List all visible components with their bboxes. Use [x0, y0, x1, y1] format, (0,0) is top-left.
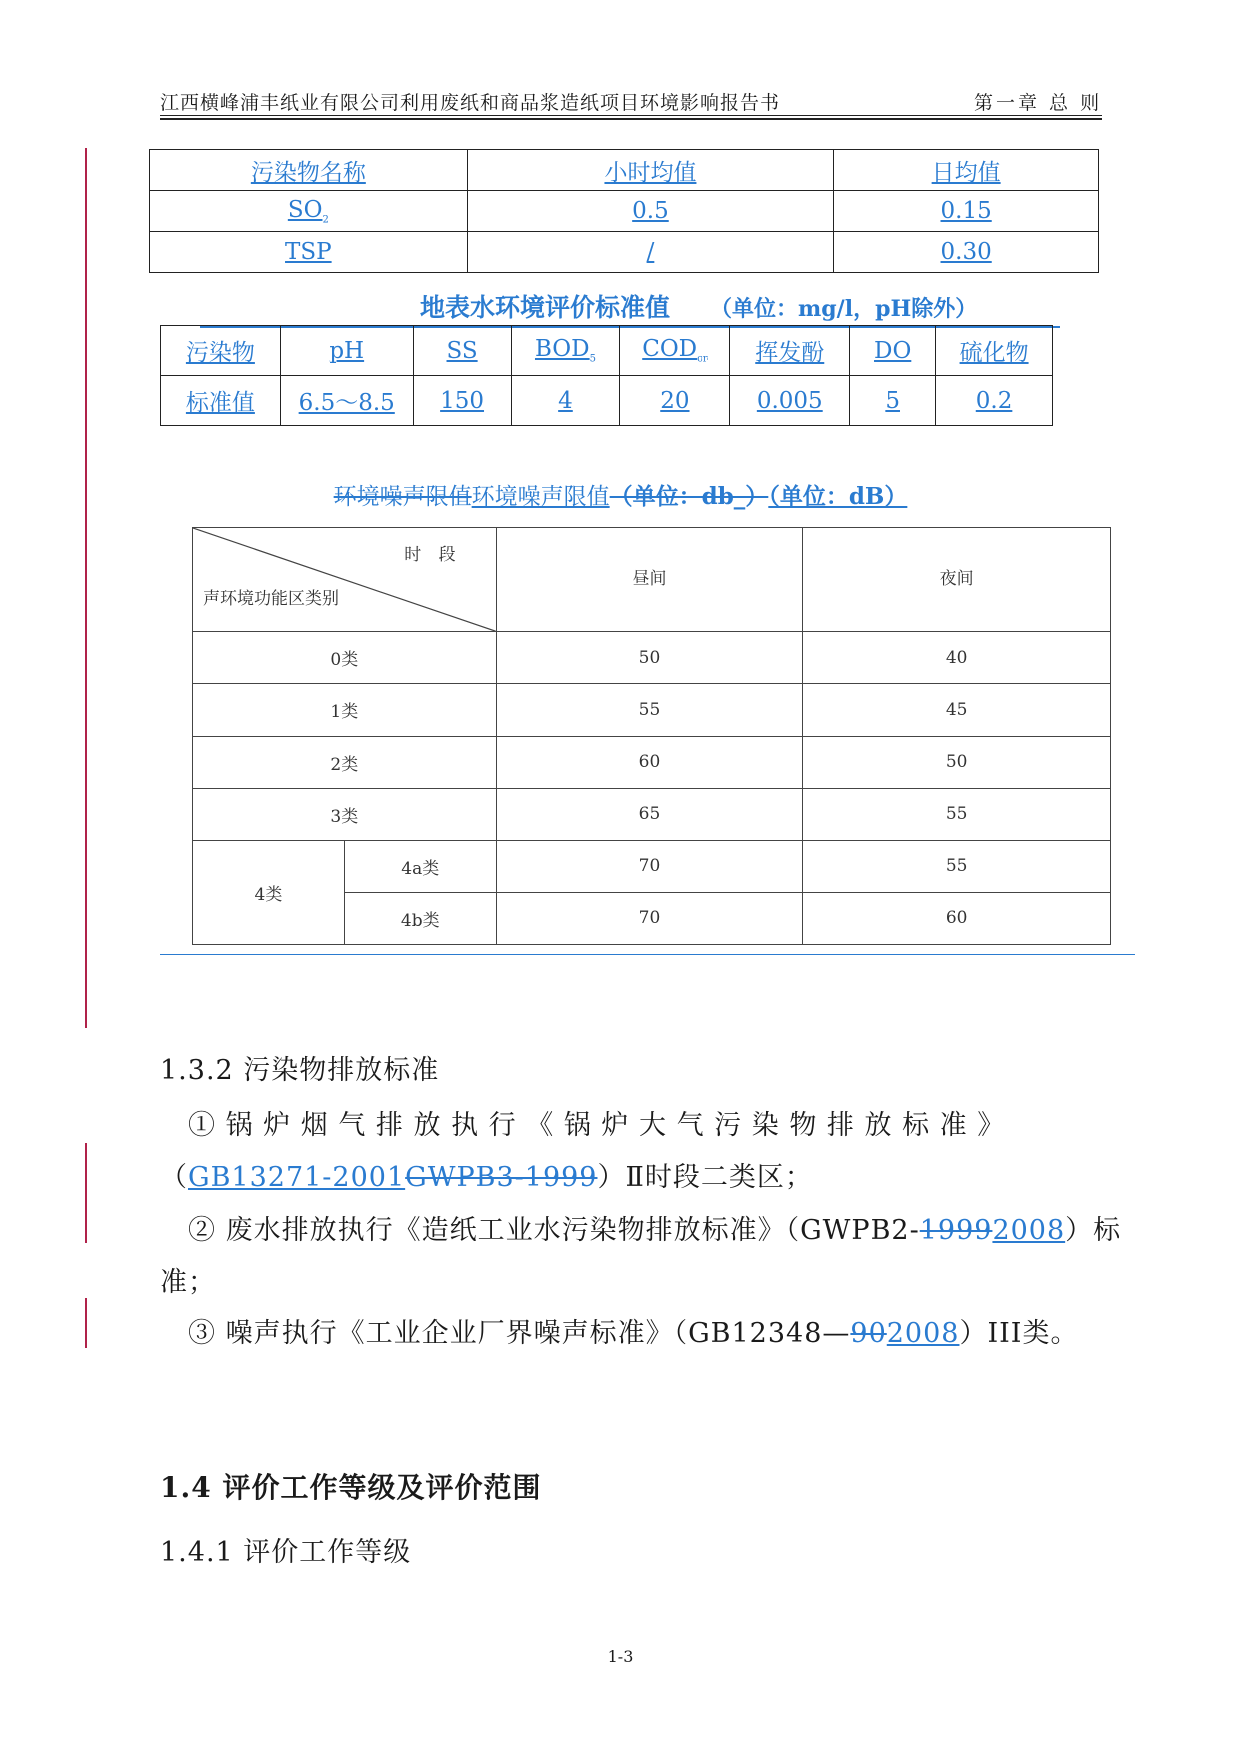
change-bar: [85, 1298, 87, 1348]
section-rule: [160, 954, 1135, 955]
col-header: SS: [413, 326, 511, 376]
hour-value: /: [467, 232, 834, 273]
cell-value: 0.005: [730, 376, 850, 426]
col-header: DO: [850, 326, 936, 376]
item1-line2: （GB13271-2001GWPB3-1999）Ⅱ时段二类区；: [160, 1162, 813, 1193]
zone-group-label: 4类: [193, 840, 345, 944]
night-value: 55: [803, 840, 1111, 892]
header-title: 江西横峰浦丰纸业有限公司利用废纸和商品浆造纸项目环境影响报告书: [160, 92, 781, 114]
cell-value: 150: [413, 376, 511, 426]
item1-line1: ① 锅 炉 烟 气 排 放 执 行 《 锅 炉 大 气 污 染 物 排 放 标 准 》: [188, 1110, 1006, 1141]
col-header: 日均值: [834, 150, 1099, 191]
header-rule-thick: [160, 118, 1102, 120]
air-standard-table: [149, 149, 1099, 273]
table-row: [193, 736, 1111, 788]
col-header: $BOD_5$: [511, 326, 620, 376]
col-header-day: 昼间: [496, 528, 803, 632]
day-value: 60: [496, 736, 803, 788]
day-value: 0.15: [834, 191, 1099, 232]
zone-label: 1类: [193, 684, 497, 736]
change-bar: [85, 148, 87, 1028]
water-table-title: 地表水环境评价标准值 （单位：mg/l，pH除外）: [200, 288, 1060, 328]
header-rule: [160, 115, 1102, 116]
pollutant-name: TSP: [150, 232, 468, 273]
table-header-row: [161, 326, 1053, 376]
col-header: 小时均值: [467, 150, 834, 191]
night-value: 45: [803, 684, 1111, 736]
day-value: 55: [496, 684, 803, 736]
zone-sub-label: 4a类: [344, 840, 496, 892]
cell-value: 6.5～8.5: [280, 376, 413, 426]
corner-bottom-label: 声环境功能区类别: [203, 589, 339, 610]
water-standard-table: [160, 325, 1053, 426]
day-value: 65: [496, 788, 803, 840]
row-label: 污染物: [161, 326, 281, 376]
item2-line2: 准；: [160, 1267, 216, 1298]
pollutant-name: $SO_2$: [150, 191, 468, 232]
cell-value: 5: [850, 376, 936, 426]
hour-value: 0.5: [467, 191, 834, 232]
change-bar: [85, 1143, 87, 1243]
page-number: 1-3: [607, 1647, 634, 1666]
section-heading-141: 1.4.1 评价工作等级: [160, 1537, 412, 1568]
noise-table-title: 环境噪声限值环境噪声限值（单位：db_）（单位：dB）: [333, 483, 908, 510]
day-value: 70: [496, 840, 803, 892]
section-heading-132: 1.3.2 污染物排放标准: [160, 1055, 440, 1086]
cell-value: 20: [620, 376, 730, 426]
table-row: [150, 232, 1099, 273]
zone-label: 2类: [193, 736, 497, 788]
zone-sub-label: 4b类: [344, 892, 496, 944]
item3: ③ 噪声执行《工业企业厂界噪声标准》（GB12348—902008）III类。: [188, 1318, 1079, 1349]
col-header-night: 夜间: [803, 528, 1111, 632]
table-header-row: [150, 150, 1099, 191]
night-value: 50: [803, 736, 1111, 788]
row-label: 标准值: [161, 376, 281, 426]
zone-label: 3类: [193, 788, 497, 840]
table-row: [193, 684, 1111, 736]
col-header: 污染物名称: [150, 150, 468, 191]
noise-limit-table: [192, 527, 1111, 945]
zone-label: 0类: [193, 632, 497, 684]
day-value: 0.30: [834, 232, 1099, 273]
table-row: [193, 788, 1111, 840]
cell-value: 0.2: [936, 376, 1053, 426]
cell-value: 4: [511, 376, 620, 426]
night-value: 60: [803, 892, 1111, 944]
col-header: 挥发酚: [730, 326, 850, 376]
water-table-unit: （单位：mg/l，pH除外）: [710, 296, 978, 322]
night-value: 55: [803, 788, 1111, 840]
table-row: [161, 376, 1053, 426]
section-heading-14: 1.4 评价工作等级及评价范围: [160, 1471, 542, 1504]
col-header: 硫化物: [936, 326, 1053, 376]
corner-top-label: 时 段: [404, 545, 462, 565]
corner-cell: [193, 528, 497, 632]
table-header-row: [193, 528, 1111, 632]
header-chapter: 第一章 总 则: [974, 92, 1103, 114]
table-row: [150, 191, 1099, 232]
table-row: [193, 840, 1111, 892]
table-row: [193, 632, 1111, 684]
col-header: pH: [280, 326, 413, 376]
day-value: 70: [496, 892, 803, 944]
day-value: 50: [496, 632, 803, 684]
item2-line1: ② 废水排放执行《造纸工业水污染物排放标准》（GWPB2-19992008）标: [188, 1215, 1122, 1246]
col-header: $COD_{cr}$: [620, 326, 730, 376]
night-value: 40: [803, 632, 1111, 684]
